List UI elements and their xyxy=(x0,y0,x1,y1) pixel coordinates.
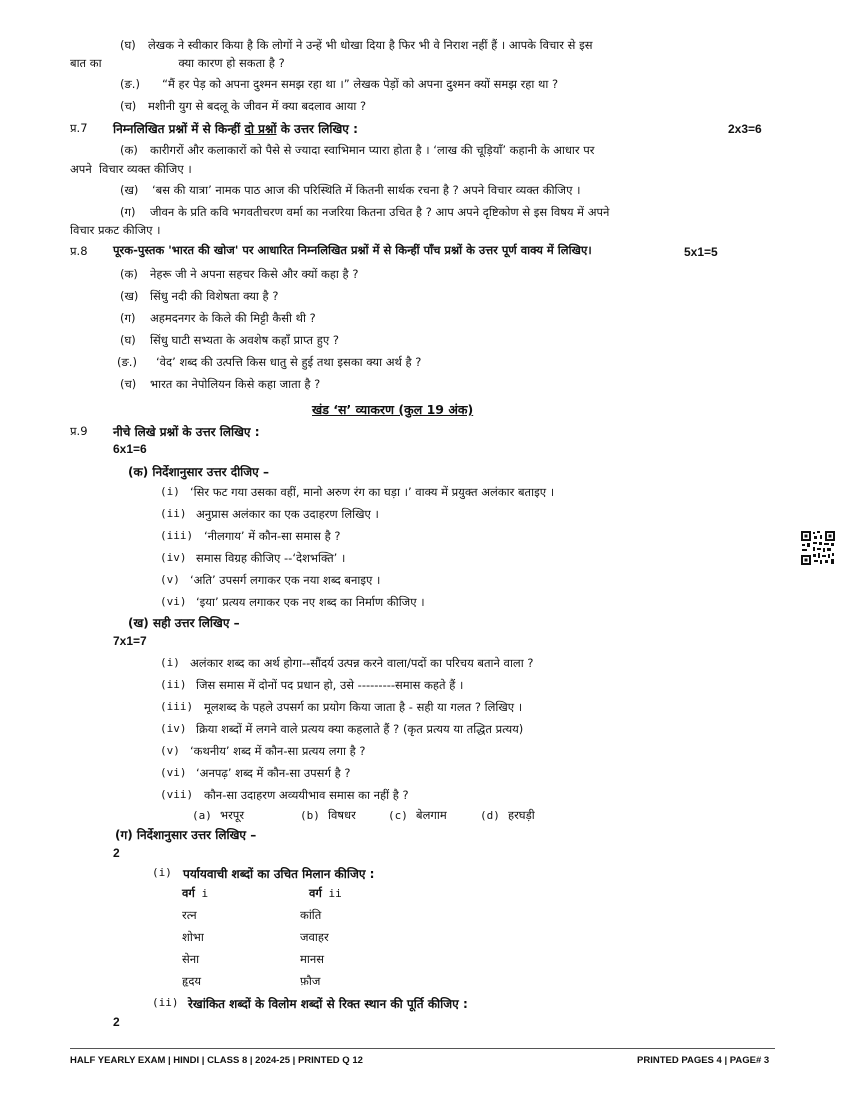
q7-item-ka-label: (क) xyxy=(120,143,138,157)
q9-ga-ii-label: (ii) xyxy=(152,996,179,1009)
q8-item-nga-label: (ङ.) xyxy=(117,355,137,369)
q8-item-ga-label: (ग) xyxy=(120,311,136,325)
option-d-text: हरघड़ी xyxy=(508,808,535,822)
q9-part-ga-heading: (ग) निर्देशानुसार उत्तर लिखिए – xyxy=(115,828,257,842)
col2-item: कांति xyxy=(300,908,322,922)
col2-heading-label: वर्ग xyxy=(309,886,322,900)
col1-item: शोभा xyxy=(182,930,204,944)
option-b-text: विषधर xyxy=(328,808,356,822)
q9-kha-ii-text: जिस समास में दोनों पद प्रधान हो, उसे ---------समास कहते हैं । xyxy=(196,678,464,692)
q9-part-ga-marks: 2 xyxy=(113,846,120,860)
q8-number: प्र.8 xyxy=(70,244,88,258)
q9-ka-vi-text: ‘इया’ प्रत्यय लगाकर एक नए शब्द का निर्माण कीजिए । xyxy=(196,595,425,609)
option-a-text: भरपूर xyxy=(220,808,245,822)
q9-ga-ii-marks: 2 xyxy=(113,1015,120,1029)
q8-item-ka-text: नेहरू जी ने अपना सहचर किसे और क्यों कहा है ? xyxy=(150,267,359,281)
col1-item: हृदय xyxy=(182,974,202,988)
item-nga-text: “मैं हर पेड़ को अपना दुश्मन समझ रहा था ।” लेखक पेड़ों को अपना दुश्मन क्यों समझ रहा था ? xyxy=(162,77,559,91)
option-d-label: (d) xyxy=(480,809,500,822)
q9-kha-iv-text: क्रिया शब्दों में लगने वाले प्रत्यय क्या कहलाते हैं ? (कृत प्रत्यय या तद्धित प्रत्यय) xyxy=(196,722,524,736)
q9-ga-i-label: (i) xyxy=(152,866,172,879)
q9-kha-ii-label: (ii) xyxy=(160,678,187,691)
footer-right: PRINTED PAGES 4 | PAGE# 3 xyxy=(637,1055,770,1066)
q9-kha-v-text: ‘कथनीय’ शब्द में कौन-सा प्रत्यय लगा है ? xyxy=(190,744,366,758)
item-gha-label: (घ) xyxy=(120,38,136,52)
col2-item: मानस xyxy=(300,952,325,966)
q8-item-nga-text: ‘वेद’ शब्द की उत्पत्ति किस धातु से हुई तथा इसका क्या अर्थ है ? xyxy=(156,355,422,369)
q7-item-ga-continuation: विचार प्रकट कीजिए । xyxy=(70,223,161,237)
col1-item: रत्न xyxy=(182,908,197,922)
q8-marks: 5x1=5 xyxy=(684,245,718,259)
q7-item-ka-text: कारीगरों और कलाकारों को पैसे से ज्यादा स्वाभिमान प्यारा होता है । ‘लाख की चूड़ियाँ’ कहानी के आधार पर xyxy=(150,143,595,157)
section-c-title: खंड ‘स’ व्याकरण (कुल 19 अंक) xyxy=(312,402,474,417)
col2-heading xyxy=(309,886,342,901)
item-gha-text: लेखक ने स्वीकार किया है कि लोगों ने उन्हें भी धोखा दिया है फिर भी वे निराश नहीं हैं । आपके विचार से इस xyxy=(148,38,593,52)
q8-item-ga-text: अहमदनगर के किले की मिट्टी कैसी थी ? xyxy=(150,311,316,325)
q9-kha-vi-label: (vi) xyxy=(160,766,187,779)
option-b-label: (b) xyxy=(300,809,320,822)
q8-item-gha-text: सिंधु घाटी सभ्यता के अवशेष कहाँ प्राप्त हुए ? xyxy=(150,333,339,347)
q9-kha-iii-text: मूलशब्द के पहले उपसर्ग का प्रयोग किया जाता है - सही या गलत ? लिखिए । xyxy=(204,700,523,714)
q8-item-kha-label: (ख) xyxy=(120,289,139,303)
q9-part-kha-marks: 7x1=7 xyxy=(113,634,147,648)
item-cha-text: मशीनी युग से बदलू के जीवन में क्या बदलाव आया ? xyxy=(148,99,367,113)
q8-item-cha-text: भारत का नेपोलियन किसे कहा जाता है ? xyxy=(150,377,321,391)
col2-heading-num: ii xyxy=(321,887,342,900)
q7-heading xyxy=(113,120,358,137)
footer-left: HALF YEARLY EXAM | HINDI | CLASS 8 | 2024-25 | PRINTED Q 12 xyxy=(70,1055,363,1066)
q8-item-ka-label: (क) xyxy=(120,267,138,281)
q9-ka-ii-text: अनुप्रास अलंकार का एक उदाहरण लिखिए । xyxy=(196,507,379,521)
q9-part-kha-heading: (ख) सही उत्तर लिखिए – xyxy=(128,616,240,630)
q9-number: प्र.9 xyxy=(70,424,88,438)
col1-item: सेना xyxy=(182,952,200,966)
item-gha-continuation: बात का क्या कारण हो सकता है ? xyxy=(70,56,285,70)
q9-ka-iv-text: समास विग्रह कीजिए --‘देशभक्ति’ । xyxy=(196,551,346,565)
q9-ka-ii-label: (ii) xyxy=(160,507,187,520)
q8-item-gha-label: (घ) xyxy=(120,333,136,347)
q8-item-kha-text: सिंधु नदी की विशेषता क्या है ? xyxy=(150,289,279,303)
col2-item: जवाहर xyxy=(300,930,329,944)
q7-number: प्र.7 xyxy=(70,121,88,135)
option-c-text: बेलगाम xyxy=(416,808,447,822)
col1-heading-label: वर्ग xyxy=(182,886,195,900)
q8-heading: पूरक-पुस्तक 'भारत की खोज' पर आधारित निम्नलिखित प्रश्नों में से किन्हीं पाँच प्रश्नों के उत्तर पूर्ण वाक्य में लिखिए। xyxy=(113,243,592,257)
q9-kha-iv-label: (iv) xyxy=(160,722,187,735)
q7-item-kha-text: ‘बस की यात्रा’ नामक पाठ आज की परिस्थिति में कितनी सार्थक रचना है ? अपने विचार व्यक्त कीजिए । xyxy=(152,183,581,197)
q9-ka-vi-label: (vi) xyxy=(160,595,187,608)
q9-kha-i-label: (i) xyxy=(160,656,180,669)
q9-kha-v-label: (v) xyxy=(160,744,180,757)
q9-heading: नीचे लिखे प्रश्नों के उत्तर लिखिए : xyxy=(113,425,260,439)
q9-ka-iv-label: (iv) xyxy=(160,551,187,564)
q9-marks: 6x1=6 xyxy=(113,442,147,456)
q7-heading-pre: निम्नलिखित प्रश्नों में से किन्हीं xyxy=(113,122,245,136)
q7-heading-underlined: दो प्रश्नों xyxy=(244,122,277,136)
q9-ka-i-label: (i) xyxy=(160,485,180,498)
col1-heading-num: i xyxy=(194,887,209,900)
q9-ka-i-text: ‘सिर फट गया उसका वहीं, मानो अरुण रंग का घड़ा ।’ वाक्य में प्रयुक्त अलंकार बताइए । xyxy=(190,485,555,499)
col2-item: फ़ौज xyxy=(300,974,321,988)
q7-heading-post: के उत्तर लिखिए : xyxy=(276,122,358,136)
q7-item-ga-label: (ग) xyxy=(120,205,136,219)
q9-kha-i-text: अलंकार शब्द का अर्थ होगा--सौंदर्य उत्पन्न करने वाला/पदों का परिचय बताने वाला ? xyxy=(190,656,534,670)
option-a-label: (a) xyxy=(192,809,212,822)
q9-kha-vi-text: ‘अनपढ़’ शब्द में कौन-सा उपसर्ग है ? xyxy=(196,766,351,780)
q9-kha-vii-label: (vii) xyxy=(160,788,194,801)
q9-kha-vii-text: कौन-सा उदाहरण अव्ययीभाव समास का नहीं है ? xyxy=(204,788,409,802)
q9-kha-iii-label: (iii) xyxy=(160,700,194,713)
q9-ga-ii-text: रेखांकित शब्दों के विलोम शब्दों से रिक्त स्थान की पूर्ति कीजिए : xyxy=(188,997,468,1011)
q7-item-ka-continuation: अपने विचार व्यक्त कीजिए । xyxy=(70,162,192,176)
q9-ka-v-text: ‘अति’ उपसर्ग लगाकर एक नया शब्द बनाइए । xyxy=(190,573,381,587)
qr-code-icon xyxy=(800,530,836,566)
item-nga-label: (ङ.) xyxy=(120,77,140,91)
footer-divider xyxy=(70,1048,775,1049)
col1-heading xyxy=(182,886,208,901)
q7-marks: 2x3=6 xyxy=(728,122,762,136)
q7-item-ga-text: जीवन के प्रति कवि भगवतीचरण वर्मा का नजरिया कितना उचित है ? आप अपने दृष्टिकोण से इस विषय में अपने xyxy=(150,205,610,219)
q8-item-cha-label: (च) xyxy=(120,377,137,391)
option-c-label: (c) xyxy=(388,809,408,822)
q9-ka-iii-label: (iii) xyxy=(160,529,194,542)
q9-ka-iii-text: ‘नीलगाय’ में कौन-सा समास है ? xyxy=(204,529,341,543)
q9-ga-i-text: पर्यायवाची शब्दों का उचित मिलान कीजिए : xyxy=(183,867,375,881)
q7-item-kha-label: (ख) xyxy=(120,183,139,197)
item-cha-label: (च) xyxy=(120,99,137,113)
q9-part-ka-heading: (क) निर्देशानुसार उत्तर दीजिए – xyxy=(128,465,269,479)
q9-ka-v-label: (v) xyxy=(160,573,180,586)
